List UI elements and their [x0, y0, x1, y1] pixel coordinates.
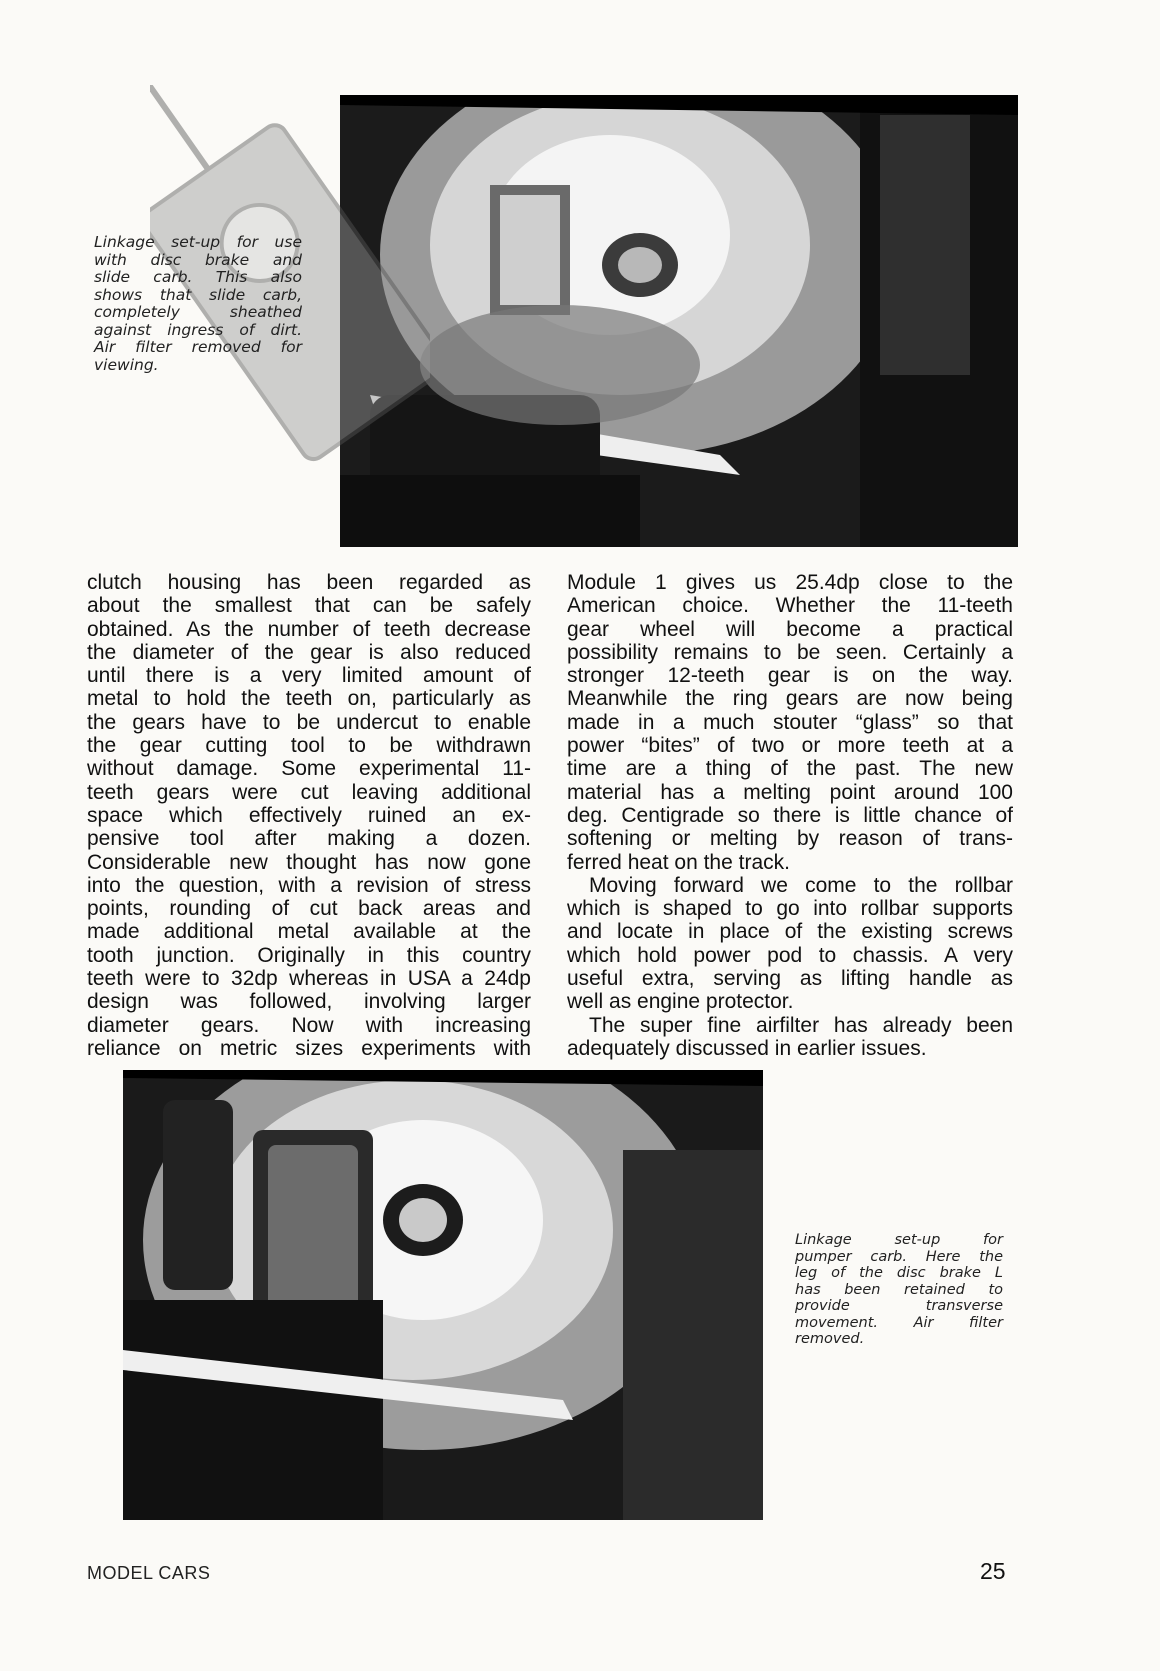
article-left-column [87, 571, 531, 1060]
text-line: well as engine protector. [567, 990, 794, 1014]
text-line: teeth gears were cut leaving additional [87, 780, 531, 804]
caption-line: movement. Air filter [795, 1314, 1003, 1331]
caption-line: Linkage set-up for [795, 1232, 1003, 1248]
text-line: obtained. As the number of teeth decrease [87, 617, 531, 641]
top-photo-caption [94, 234, 302, 374]
top-photo-engine-linkage [340, 95, 1018, 547]
text-line: clutch housing has been regarded as [87, 571, 531, 594]
caption-line: provide transverse [795, 1298, 1003, 1314]
text-line: space which effectively ruined an ex- [87, 803, 531, 827]
text-line: made additional metal available at the [87, 920, 531, 944]
text-line: Module 1 gives us 25.4dp close to the [567, 571, 1013, 594]
text-line: Meanwhile the ring gears are now being [567, 687, 1013, 711]
text-line: teeth were to 32dp whereas in USA a 24dp [87, 967, 531, 991]
text-line: which hold power pod to chassis. A very [567, 943, 1013, 967]
text-line: made in a much stouter “glass” so that [567, 710, 1013, 734]
text-line: Considerable new thought has now gone [87, 850, 531, 874]
text-line: which is shaped to go into rollbar supports [567, 897, 1013, 921]
text-line: Moving forward we come to the rollbar [589, 873, 1013, 897]
text-line: The super fine airfilter has already been [589, 1013, 1013, 1037]
caption-line: Linkage set-up for use [94, 233, 302, 251]
text-line: softening or melting by reason of trans- [567, 827, 1013, 851]
caption-line: completely sheathed [94, 303, 302, 321]
text-line: metal to hold the teeth on, particularly as [87, 687, 531, 711]
text-line: stronger 12-teeth gear is on the way. [567, 664, 1013, 688]
text-line: the gear cutting tool to be withdrawn [87, 734, 531, 758]
bottom-photo-engine-linkage [123, 1070, 763, 1520]
text-line: the gears have to be undercut to enable [87, 710, 531, 734]
caption-line: slide carb. This also [94, 268, 302, 286]
text-line: tooth junction. Originally in this country [87, 943, 531, 967]
text-line: time are a thing of the past. The new [567, 757, 1013, 781]
caption-line: Air filter removed for [94, 338, 302, 356]
text-line: design was followed, involving larger [87, 990, 531, 1014]
text-line: power “bites” of two or more teeth at a [567, 734, 1013, 758]
caption-line: shows that slide carb, [94, 285, 302, 304]
text-line: material has a melting point around 100 [567, 780, 1013, 804]
article-right-column [567, 571, 1013, 1060]
text-line: diameter gears. Now with increasing [87, 1013, 531, 1037]
text-line: useful extra, serving as lifting handle as [567, 967, 1013, 991]
text-line: the diameter of the gear is also reduced [87, 640, 531, 664]
caption-line: has been retained to [795, 1281, 1003, 1298]
page-number: 25 [980, 1558, 1006, 1584]
caption-line: viewing. [94, 355, 159, 374]
text-line: about the smallest that can be safely [87, 594, 531, 618]
text-line: American choice. Whether the 11-teeth [567, 594, 1013, 618]
caption-line: leg of the disc brake L [795, 1265, 1003, 1281]
bottom-photo-caption [795, 1232, 1003, 1348]
text-line: gear wheel will become a practical [567, 617, 1013, 641]
publication-name: MODEL CARS [87, 1563, 211, 1583]
text-line: and locate in place of the existing screws [567, 920, 1013, 944]
text-line: possibility remains to be seen. Certainly a [567, 640, 1013, 664]
caption-line: pumper carb. Here the [795, 1248, 1003, 1265]
caption-line: removed. [795, 1331, 865, 1347]
text-line: reliance on metric sizes experiments with [87, 1036, 531, 1060]
text-line: points, rounding of cut back areas and [87, 897, 531, 921]
text-line: into the question, with a revision of stress [87, 873, 531, 897]
text-line: deg. Centigrade so there is little chance of [567, 803, 1013, 827]
text-line: pensive tool after making a dozen. [87, 827, 531, 851]
text-line: until there is a very limited amount of [87, 664, 531, 688]
text-line: without damage. Some experimental 11- [87, 757, 531, 781]
caption-line: with disc brake and [94, 250, 302, 269]
caption-line: against ingress of dirt. [94, 320, 302, 339]
text-line: adequately discussed in earlier issues. [567, 1036, 927, 1060]
text-line: ferred heat on the track. [567, 850, 790, 874]
